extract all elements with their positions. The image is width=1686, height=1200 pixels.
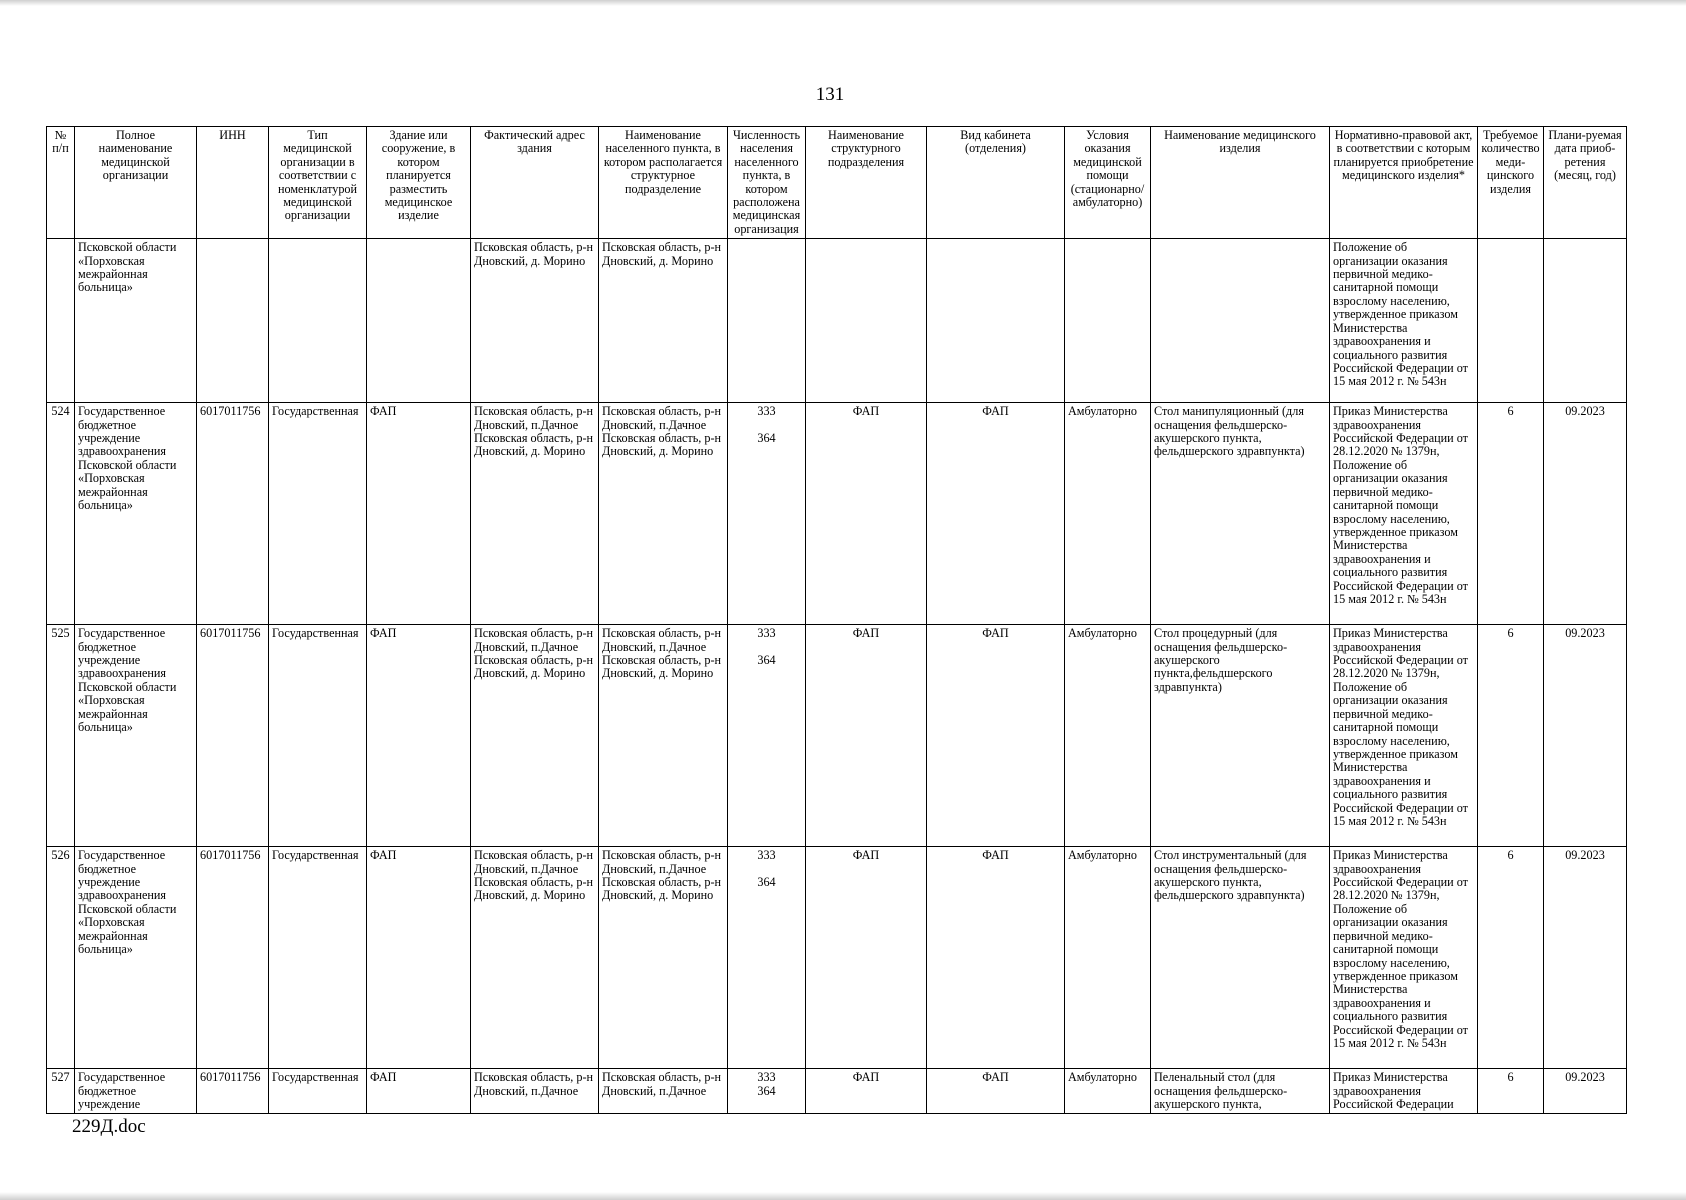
purchase-date: 09.2023 <box>1544 403 1627 625</box>
header-cell: Требуемое количество меди-цинского изделия <box>1478 127 1544 239</box>
header-cell: Наименование структурного подразделения <box>806 127 927 239</box>
header-cell: Численность населения населенного пункта, в котором расположена медицинская организация <box>728 127 806 239</box>
table-header-row <box>47 127 1627 239</box>
quantity: 6 <box>1478 847 1544 1069</box>
population: 333 364 <box>728 625 806 847</box>
building: ФАП <box>367 847 471 1069</box>
footer-filename: 229Д.doc <box>72 1116 146 1137</box>
header-cell: Плани-руемая дата приоб-ретения (месяц, год) <box>1544 127 1627 239</box>
structural-unit: ФАП <box>806 403 927 625</box>
equipment-register-table <box>46 126 1627 1114</box>
org-name: Государственное бюджетное учреждение <box>75 1069 197 1114</box>
legal-act: Приказ Министерства здравоохранения Российской Федерации от 28.12.2020 № 1379н, Положение об организации оказания первичной медико-санитарной помощи взрослому населению, утвержденное приказом Министерства здравоохранения и социального развития Российской Федерации от 15 мая 2012 г. № 543н <box>1330 847 1478 1069</box>
device-name: Стол манипуляционный (для оснащения фельдшерско-акушерского пункта, фельдшерского здравпункта) <box>1151 403 1330 625</box>
quantity: 6 <box>1478 403 1544 625</box>
cabinet-type: ФАП <box>927 625 1065 847</box>
table-row <box>47 403 1627 625</box>
page-number: 131 <box>815 84 845 105</box>
care-conditions: Амбулаторно <box>1065 847 1151 1069</box>
row-number: 526 <box>47 847 75 1069</box>
purchase-date: 09.2023 <box>1544 625 1627 847</box>
table-row <box>47 625 1627 847</box>
building: ФАП <box>367 403 471 625</box>
purchase-date: 09.2023 <box>1544 847 1627 1069</box>
care-conditions: Амбулаторно <box>1065 1069 1151 1114</box>
structural-unit: ФАП <box>806 847 927 1069</box>
cabinet-type: ФАП <box>927 403 1065 625</box>
org-name: Псковской области «Порховская межрайонная больница» <box>75 239 197 403</box>
row-number: 525 <box>47 625 75 847</box>
org-name: Государственное бюджетное учреждение здравоохранения Псковской области «Порховская межрайонная больница» <box>75 625 197 847</box>
purchase-date: 09.2023 <box>1544 1069 1627 1114</box>
settlement: Псковская область, р-н Дновский, п.Дачное Псковская область, р-н Дновский, д. Морино <box>599 403 728 625</box>
care-conditions: Амбулаторно <box>1065 625 1151 847</box>
settlement: Псковская область, р-н Дновский, п.Дачное Псковская область, р-н Дновский, д. Морино <box>599 847 728 1069</box>
inn: 6017011756 <box>197 847 269 1069</box>
settlement: Псковская область, р-н Дновский, д. Морино <box>599 239 728 403</box>
org-name: Государственное бюджетное учреждение здравоохранения Псковской области «Порховская межрайонная больница» <box>75 847 197 1069</box>
header-cell: Наименование медицинского изделия <box>1151 127 1330 239</box>
header-cell: № п/п <box>47 127 75 239</box>
inn: 6017011756 <box>197 403 269 625</box>
header-cell: ИНН <box>197 127 269 239</box>
cabinet-type: ФАП <box>927 847 1065 1069</box>
header-cell: Условия оказания медицинской помощи (стационарно/амбулаторно) <box>1065 127 1151 239</box>
legal-act: Приказ Министерства здравоохранения Российской Федерации <box>1330 1069 1478 1114</box>
legal-act: Положение об организации оказания первичной медико-санитарной помощи взрослому населению, утвержденное приказом Министерства здравоохранения и социального развития Российской Федерации от 15 мая 2012 г. № 543н <box>1330 239 1478 403</box>
header-cell: Вид кабинета (отделения) <box>927 127 1065 239</box>
address: Псковская область, р-н Дновский, п.Дачное Псковская область, р-н Дновский, д. Морино <box>471 403 599 625</box>
header-cell: Фактический адрес здания <box>471 127 599 239</box>
legal-act: Приказ Министерства здравоохранения Российской Федерации от 28.12.2020 № 1379н, Положение об организации оказания первичной медико-санитарной помощи взрослому населению, утвержденное приказом Министерства здравоохранения и социального развития Российской Федерации от 15 мая 2012 г. № 543н <box>1330 403 1478 625</box>
population: 333 364 <box>728 847 806 1069</box>
cabinet-type: ФАП <box>927 1069 1065 1114</box>
settlement: Псковская область, р-н Дновский, п.Дачное <box>599 1069 728 1114</box>
device-name: Стол инструментальный (для оснащения фельдшерско-акушерского пункта, фельдшерского здравпункта) <box>1151 847 1330 1069</box>
building: ФАП <box>367 625 471 847</box>
population: 333 364 <box>728 1069 806 1114</box>
address: Псковская область, р-н Дновский, п.Дачное Псковская область, р-н Дновский, д. Морино <box>471 625 599 847</box>
address: Псковская область, р-н Дновский, д. Морино <box>471 239 599 403</box>
header-cell: Тип медицинской организации в соответствии с номенклатурой медицинской организации <box>269 127 367 239</box>
structural-unit: ФАП <box>806 625 927 847</box>
population: 333 364 <box>728 403 806 625</box>
scan-edge-bottom <box>0 1192 1686 1200</box>
org-type: Государственная <box>269 1069 367 1114</box>
scan-edge-top <box>0 0 1686 6</box>
table-row <box>47 1069 1627 1114</box>
inn: 6017011756 <box>197 625 269 847</box>
inn: 6017011756 <box>197 1069 269 1114</box>
row-number: 527 <box>47 1069 75 1114</box>
org-type: Государственная <box>269 625 367 847</box>
org-name: Государственное бюджетное учреждение здравоохранения Псковской области «Порховская межрайонная больница» <box>75 403 197 625</box>
table-row <box>47 847 1627 1069</box>
structural-unit: ФАП <box>806 1069 927 1114</box>
settlement: Псковская область, р-н Дновский, п.Дачное Псковская область, р-н Дновский, д. Морино <box>599 625 728 847</box>
header-cell: Здание или сооружение, в котором планируется разместить медицинское изделие <box>367 127 471 239</box>
address: Псковская область, р-н Дновский, п.Дачное <box>471 1069 599 1114</box>
device-name: Стол процедурный (для оснащения фельдшерско-акушерского пункта,фельдшерского здравпункта) <box>1151 625 1330 847</box>
care-conditions: Амбулаторно <box>1065 403 1151 625</box>
quantity: 6 <box>1478 1069 1544 1114</box>
header-cell: Наименование населенного пункта, в котором располагается структурное подразделение <box>599 127 728 239</box>
device-name: Пеленальный стол (для оснащения фельдшерско-акушерского пункта, <box>1151 1069 1330 1114</box>
row-number: 524 <box>47 403 75 625</box>
legal-act: Приказ Министерства здравоохранения Российской Федерации от 28.12.2020 № 1379н, Положение об организации оказания первичной медико-санитарной помощи взрослому населению, утвержденное приказом Министерства здравоохранения и социального развития Российской Федерации от 15 мая 2012 г. № 543н <box>1330 625 1478 847</box>
table-row-continuation <box>47 239 1627 403</box>
address: Псковская область, р-н Дновский, п.Дачное Псковская область, р-н Дновский, д. Морино <box>471 847 599 1069</box>
org-type: Государственная <box>269 847 367 1069</box>
header-cell: Нормативно-правовой акт, в соответствии с которым планируется приобретение медицинского изделия* <box>1330 127 1478 239</box>
building: ФАП <box>367 1069 471 1114</box>
quantity: 6 <box>1478 625 1544 847</box>
header-cell: Полное наименование медицинской организации <box>75 127 197 239</box>
org-type: Государственная <box>269 403 367 625</box>
